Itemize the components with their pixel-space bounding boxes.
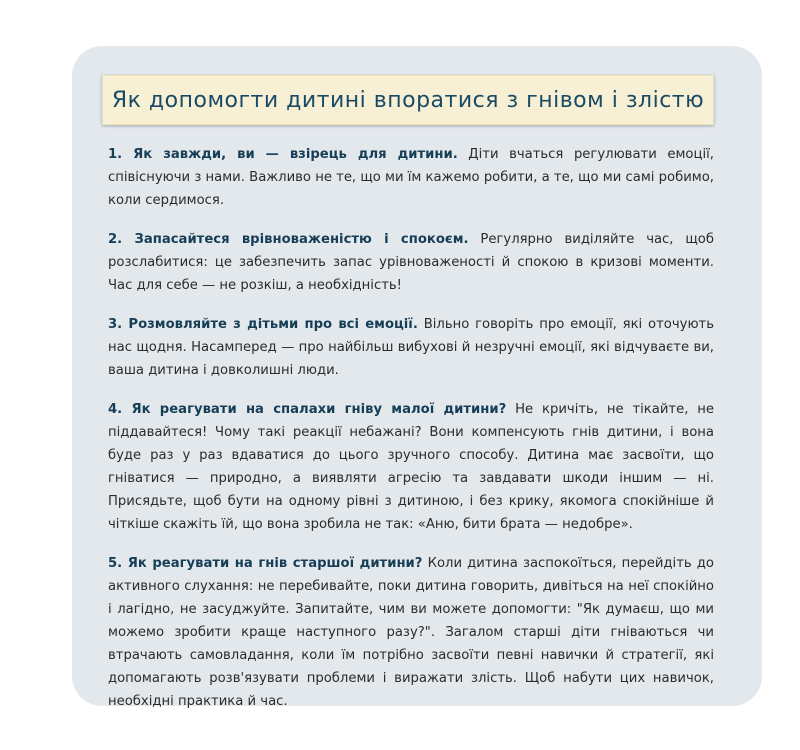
tip-item-4	[108, 398, 714, 536]
tip-2-heading: 2. Запасайтеся врівноваженістю і спокоєм.	[108, 232, 469, 247]
tip-3-text: Вільно говоріть про емоції, які оточують нас щодня. Насамперед — про найбільш вибухові й незручні емоції, які відчуваєте ви, ваша дитина і довколишні люди.	[108, 317, 714, 378]
tip-4-text: Не кричіть, не тікайте, не піддавайтеся! Чому такі реакції небажані? Вони компенсують гнів дитини, і вона буде раз у раз вдаватися до цього зручного способу. Дитина має засвоїти, що гніватися — природно, а виявляти агресію та завдавати шкоди іншим — ні. Присядьте, щоб бути на одному рівні з дитиною, і без крику, якомога спокійніше й чіткіше скажіть їй, що вона зробила не так: «Аню, бити брата — недобре».	[108, 402, 714, 532]
page-title: Як допомогти дитині впоратися з гнівом і злістю	[111, 87, 705, 113]
tip-4-heading: 4. Як реагувати на спалахи гніву малої дитини?	[108, 402, 507, 417]
tip-2-text: Регулярно виділяйте час, щоб розслабитися: це забезпечить запас урівноваженості й спокою в кризові моменти. Час для себе — не розкіш, а необхідність!	[108, 232, 714, 293]
tip-item-5	[108, 552, 714, 713]
tip-item-1	[108, 143, 714, 212]
tip-1-text: Діти вчаться регулювати емоції, співіснуючи з нами. Важливо не те, що ми їм кажемо робити, а те, що ми самі робимо, коли сердимося.	[108, 147, 714, 208]
tip-5-text: Коли дитина заспокоїться, перейдіть до активного слухання: не перебивайте, поки дитина говорить, дивіться на неї спокійно і лагідно, не засуджуйте. Запитайте, чим ви можете допомогти: "Як думаєш, що ми можемо зробити краще наступного разу?". Загалом старші діти гніваються чи втрачають самовладання, коли їм потрібно засвоїти певні навички й стратегії, які допомагають розв'язувати проблеми і виражати злість. Щоб набути цих навичок, необхідні практика й час.	[108, 556, 714, 709]
tip-1-heading: 1. Як завжди, ви — взірець для дитини.	[108, 147, 458, 162]
title-banner	[102, 75, 714, 125]
tip-3-heading: 3. Розмовляйте з дітьми про всі емоції.	[108, 317, 418, 332]
tip-item-3	[108, 313, 714, 382]
tip-5-heading: 5. Як реагувати на гнів старшої дитини?	[108, 556, 423, 571]
tips-list	[108, 143, 714, 729]
tip-item-2	[108, 228, 714, 297]
